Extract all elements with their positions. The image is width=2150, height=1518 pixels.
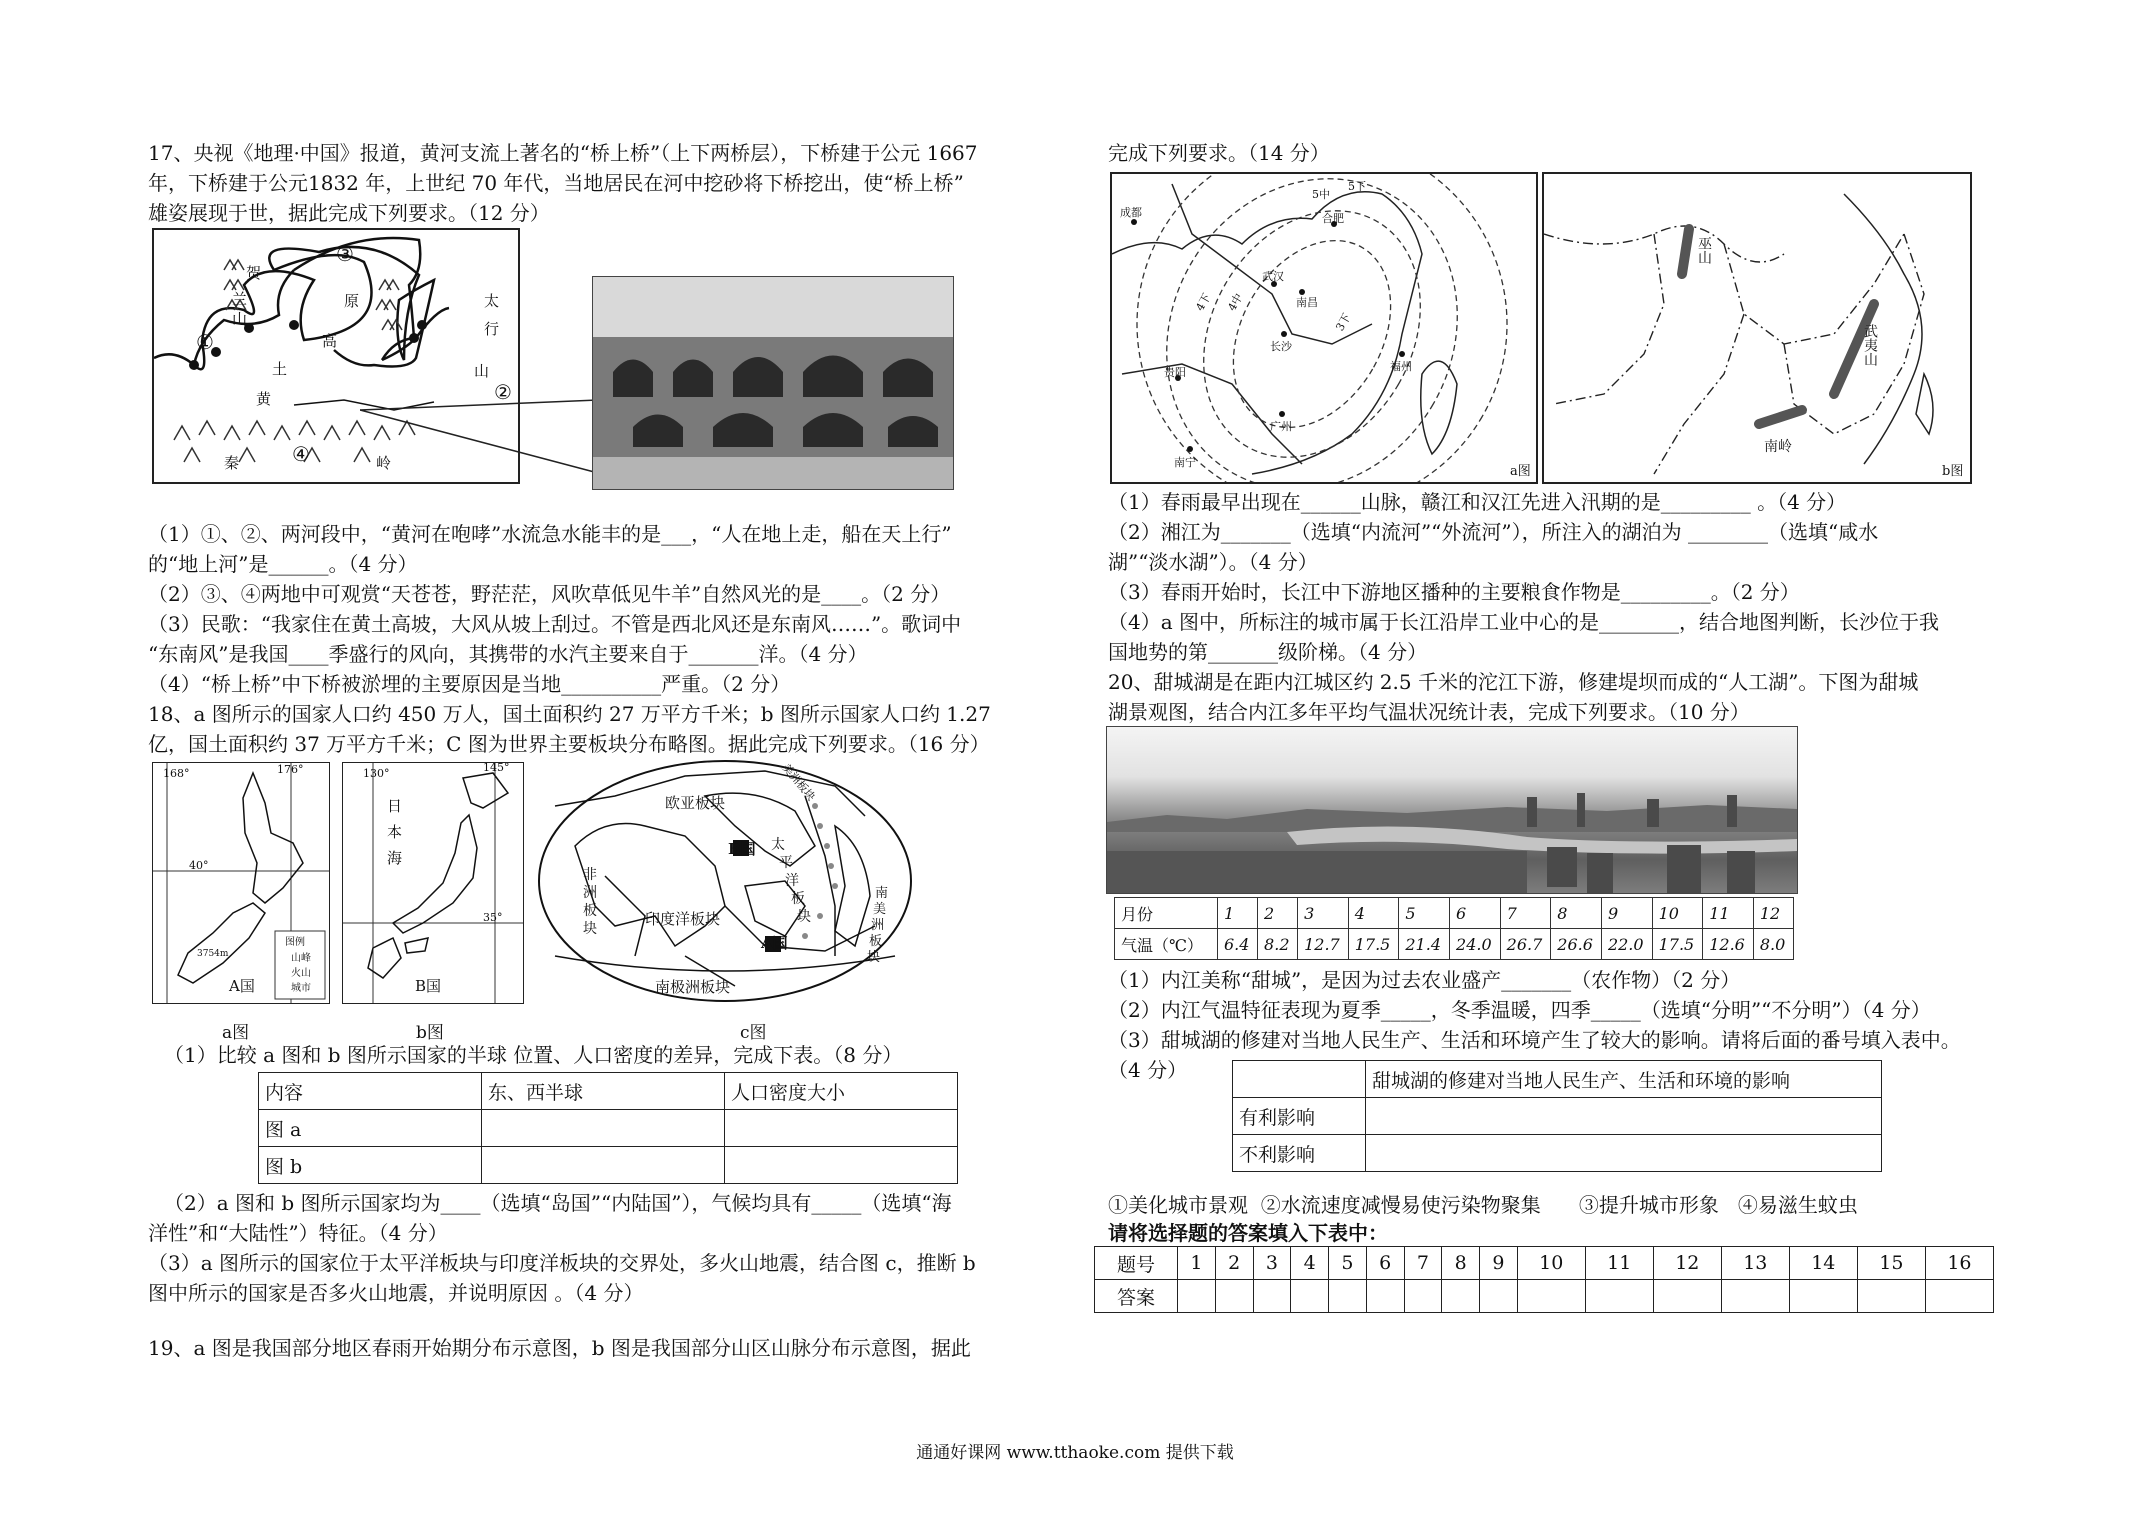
answer-cell[interactable] — [1442, 1280, 1480, 1313]
jp-lon-145: 145° — [483, 762, 510, 774]
iso-3x: 3下 — [1333, 311, 1354, 334]
q20-q3: （3）甜城湖的修建对当地人民生产、生活和环境产生了较大的影响。请将后面的番号填入表中。 — [1108, 1028, 1961, 1052]
q18-q2b: 洋性”和“大陆性”）特征。（4 分） — [148, 1221, 448, 1245]
answer-number: 2 — [1215, 1247, 1253, 1280]
plate-eurasia: 欧亚板块 — [665, 794, 726, 812]
month-cell: 5 — [1399, 898, 1450, 929]
temp-cell: 12.6 — [1703, 929, 1754, 960]
month-cell: 3 — [1298, 898, 1349, 929]
plate-pacific-4: 板 — [791, 891, 805, 907]
temperature-table — [1114, 897, 1794, 960]
impact-positive-cell[interactable] — [1366, 1098, 1882, 1135]
impact-table — [1232, 1060, 1882, 1172]
nz-country: A国 — [229, 977, 255, 995]
legend-title: 图例 — [285, 937, 305, 948]
map-b-caption: b图 — [1942, 464, 1964, 479]
city-guiyang: 贵阳 — [1164, 366, 1186, 379]
answer-number: 11 — [1585, 1247, 1653, 1280]
city-changsha: 长沙 — [1270, 340, 1292, 353]
row-b-label: 图 b — [259, 1147, 482, 1184]
cell-a-density[interactable] — [725, 1110, 958, 1147]
plate-se-1: 南 — [875, 886, 889, 901]
caption-a: a图 — [222, 1023, 250, 1043]
q17-line3: 雄姿展现于世，据此完成下列要求。（12 分） — [148, 201, 550, 225]
temp-cell: 21.4 — [1399, 929, 1450, 960]
q19-q1: （1）春雨最早出现在______山脉，赣江和汉江先进入汛期的是_________ 。（4 分） — [1108, 490, 1847, 514]
map-a-caption: a图 — [1510, 464, 1531, 479]
nz-peak: 3754m — [197, 949, 229, 959]
q20-q2: （2）内江气温特征表现为夏季_____，冬季温暖，四季_____（选填“分明”“不分明”）（4 分） — [1108, 998, 1931, 1022]
map-label-gao: 高 — [322, 332, 338, 350]
mtn-nanling: 南岭 — [1764, 439, 1792, 455]
nz-lon-168: 168° — [163, 767, 190, 780]
mtn-wushan: 巫山 — [1696, 236, 1712, 264]
answer-cell[interactable] — [1517, 1280, 1585, 1313]
answer-number: 10 — [1517, 1247, 1585, 1280]
jp-lon-130: 130° — [363, 767, 390, 780]
map-label-4: ④ — [292, 442, 310, 466]
impact-positive-label: 有利影响 — [1233, 1098, 1366, 1135]
q17-q1: （1）①、②、两河段中，“黄河在咆哮”水流急水能丰的是___，“人在地上走，船在天上行” — [148, 522, 952, 546]
city-fuzhou: 福州 — [1390, 360, 1412, 373]
q18-line2: 亿，国土面积约 37 万平方千米；C 图为世界主要板块分布略图。据此完成下列要求。（16 分） — [148, 732, 990, 756]
mtn-wuyi: 武夷山 — [1862, 324, 1878, 366]
answer-cell[interactable] — [1857, 1280, 1925, 1313]
answer-number: 8 — [1442, 1247, 1480, 1280]
map-label-lan: 兰 — [232, 290, 248, 308]
answer-number: 3 — [1253, 1247, 1291, 1280]
q18-q1: （1）比较 a 图和 b 图所示国家的半球 位置、人口密度的差异，完成下表。（8 分） — [164, 1043, 903, 1067]
bridge-drawing — [593, 277, 953, 489]
plate-africa-2: 洲 — [583, 885, 597, 901]
month-cell: 6 — [1450, 898, 1501, 929]
plate-pacific-3: 洋 — [785, 873, 799, 889]
q19-line2: 完成下列要求。（14 分） — [1108, 141, 1330, 165]
iso-5z: 5中 — [1312, 188, 1330, 201]
city-chengdu: 成都 — [1120, 206, 1142, 219]
month-cell: 9 — [1601, 898, 1652, 929]
temp-label: 气温（℃） — [1115, 929, 1218, 960]
answer-number: 13 — [1721, 1247, 1789, 1280]
q19-q2b: 湖”“淡水湖”）。（4 分） — [1108, 550, 1318, 574]
callout-lines — [360, 395, 600, 475]
city-wuhan: 武汉 — [1262, 270, 1284, 283]
answer-fill-label: 答案 — [1095, 1280, 1178, 1313]
answer-title: 请将选择题的答案填入下表中： — [1108, 1221, 1388, 1245]
temp-cell: 22.0 — [1601, 929, 1652, 960]
map-label-hang: 行 — [484, 320, 500, 338]
map-label-tai: 太 — [484, 292, 500, 310]
impact-negative-label: 不利影响 — [1233, 1135, 1366, 1172]
answer-cell[interactable] — [1653, 1280, 1721, 1313]
plate-africa-1: 非 — [583, 867, 597, 883]
japan-map — [342, 762, 524, 1004]
months-row — [1115, 898, 1794, 929]
q20-line1: 20、甜城湖是在距内江城区约 2.5 千米的沱江下游，修建堤坝而成的“人工湖”。下图为甜城 — [1108, 670, 1919, 694]
plate-pacific-5: 块 — [797, 909, 811, 925]
month-cell: 10 — [1652, 898, 1703, 929]
plate-se-2: 美 — [873, 902, 887, 917]
answer-number: 15 — [1857, 1247, 1925, 1280]
spring-rain-map — [1110, 172, 1538, 484]
temp-cell: 12.7 — [1298, 929, 1349, 960]
temp-cell: 6.4 — [1218, 929, 1258, 960]
lake-drawing — [1107, 727, 1797, 893]
plate-indian: 印度洋板块 — [645, 910, 721, 928]
temp-cell: 17.5 — [1348, 929, 1399, 960]
caption-c: c图 — [740, 1023, 767, 1043]
map-label-huang: 黄 — [256, 390, 272, 408]
answer-number-row — [1095, 1247, 1994, 1280]
answer-number-label: 题号 — [1095, 1247, 1178, 1280]
q20-options: ①美化城市景观 ②水流速度减慢易使污染物聚集 ③提升城市形象 ④易滋生蚊虫 — [1108, 1193, 1858, 1217]
plate-antarctic: 南极洲板块 — [655, 978, 731, 996]
answer-number: 12 — [1653, 1247, 1721, 1280]
month-cell: 12 — [1753, 898, 1793, 929]
jp-sea-1: 日 — [387, 797, 403, 815]
plate-se-3: 洲 — [871, 918, 885, 933]
answer-number: 1 — [1178, 1247, 1216, 1280]
answer-number: 14 — [1789, 1247, 1857, 1280]
month-cell: 2 — [1258, 898, 1298, 929]
plate-se-5: 块 — [867, 950, 881, 965]
q17-q2: （2）③、④两地中可观赏“天苍苍，野茫茫，风吹草低见牛羊”自然风光的是____。（2 分） — [148, 582, 951, 606]
legend-city: 城市 — [291, 983, 311, 994]
legend-volcano: 火山 — [291, 968, 311, 979]
answer-cell[interactable] — [1178, 1280, 1216, 1313]
jp-sea-2: 本 — [387, 823, 403, 841]
row-a-label: 图 a — [259, 1110, 482, 1147]
map-label-yuan: 原 — [344, 292, 360, 310]
q17-q1b: 的“地上河”是______。（4 分） — [148, 552, 418, 576]
th-hemisphere: 东、西半球 — [482, 1073, 725, 1110]
impact-corner — [1233, 1061, 1366, 1098]
plates-map — [535, 756, 915, 1006]
month-cell: 8 — [1551, 898, 1602, 929]
answer-number: 7 — [1404, 1247, 1442, 1280]
cell-b-hemisphere[interactable] — [482, 1147, 725, 1184]
map-label-qin: 秦 — [224, 454, 240, 472]
q17-line1: 17、央视《地理·中国》报道，黄河支流上著名的“桥上桥”（上下两桥层），下桥建于公元 1667 — [148, 141, 978, 165]
q17-line2: 年，下桥建于公元1832 年，上世纪 70 年代，当地居民在河中挖砂将下桥挖出，使“桥上桥” — [148, 171, 964, 195]
tiancheng-lake-photo — [1106, 726, 1798, 894]
q17-q4: （4）“桥上桥”中下桥被淤埋的主要原因是当地__________严重。（2 分） — [148, 672, 791, 696]
jp-lat-35: 35° — [483, 911, 503, 924]
temp-cell: 26.7 — [1500, 929, 1551, 960]
plate-b-country: B国 — [728, 840, 756, 858]
q19-q2: （2）湘江为_______（选填“内流河”“外流河”），所注入的湖泊为 ________（选填“咸水 — [1108, 520, 1879, 544]
answer-cell[interactable] — [1585, 1280, 1653, 1313]
temp-cell: 8.2 — [1258, 929, 1298, 960]
q17-q3: （3）民歌：“我家住在黄土高坡，大风从坡上刮过。不管是西北风还是东南风……”。歌词中 — [148, 612, 962, 636]
iso-5x: 5下 — [1348, 180, 1366, 193]
map-label-shan2: 山 — [474, 362, 490, 380]
answer-number: 9 — [1480, 1247, 1518, 1280]
q19-q4b: 国地势的第_______级阶梯。（4 分） — [1108, 640, 1428, 664]
answer-cell[interactable] — [1404, 1280, 1442, 1313]
jp-sea-3: 海 — [387, 849, 403, 867]
mountains-drawing — [1544, 174, 1970, 482]
plate-africa-3: 板 — [583, 903, 597, 919]
th-content: 内容 — [259, 1073, 482, 1110]
iso-4x: 4下 — [1193, 291, 1214, 314]
city-hefei: 合肥 — [1322, 212, 1344, 225]
cell-b-density[interactable] — [725, 1147, 958, 1184]
q19-line1: 19、a 图是我国部分地区春雨开始期分布示意图，b 图是我国部分山区山脉分布示意图，据此 — [148, 1336, 971, 1360]
q19-q3: （3）春雨开始时，长江中下游地区播种的主要粮食作物是_________。（2 分） — [1108, 580, 1800, 604]
answer-cell[interactable] — [1253, 1280, 1291, 1313]
answer-cell[interactable] — [1366, 1280, 1404, 1313]
temp-cell: 26.6 — [1551, 929, 1602, 960]
plate-a-country: A国 — [761, 934, 788, 952]
plate-se-4: 板 — [869, 934, 883, 949]
month-cell: 1 — [1218, 898, 1258, 929]
new-zealand-map — [152, 762, 330, 1004]
nz-lat-40: 40° — [189, 859, 209, 872]
th-density: 人口密度大小 — [725, 1073, 958, 1110]
iso-4z: 4中 — [1225, 291, 1246, 314]
mountains-map — [1542, 172, 1972, 484]
q19-q4: （4）a 图中，所标注的城市属于长江沿岸工业中心的是________，结合地图判断，长沙位于我 — [1108, 610, 1940, 634]
japan-drawing — [343, 763, 523, 1003]
map-label-1: ① — [196, 330, 214, 354]
impact-negative-cell[interactable] — [1366, 1135, 1882, 1172]
city-nanning: 南宁 — [1174, 456, 1196, 469]
city-guangzhou: 广州 — [1270, 420, 1292, 433]
answer-fill-row — [1095, 1280, 1994, 1313]
footer-note: 通通好课网 www.tthaoke.com 提供下载 — [916, 1443, 1234, 1463]
month-cell: 4 — [1348, 898, 1399, 929]
answer-cell[interactable] — [1480, 1280, 1518, 1313]
month-label: 月份 — [1115, 898, 1218, 929]
hemisphere-table — [258, 1072, 958, 1184]
answer-number: 4 — [1291, 1247, 1329, 1280]
answer-cell[interactable] — [1789, 1280, 1857, 1313]
month-cell: 11 — [1703, 898, 1754, 929]
cell-a-hemisphere[interactable] — [482, 1110, 725, 1147]
plate-pacific-1: 太 — [771, 837, 785, 853]
bridge-photo — [592, 276, 954, 490]
map-label-shan: 山 — [232, 310, 248, 328]
answer-cell[interactable] — [1721, 1280, 1789, 1313]
temp-cell: 17.5 — [1652, 929, 1703, 960]
q20-q1: （1）内江美称“甜城”，是因为过去农业盛产_______（农作物）（2 分） — [1108, 968, 1741, 992]
plate-africa-4: 块 — [583, 921, 597, 937]
temps-row — [1115, 929, 1794, 960]
answer-cell[interactable] — [1329, 1280, 1367, 1313]
map-label-ling: 岭 — [376, 454, 392, 472]
impact-header: 甜城湖的修建对当地人民生产、生活和环境的影响 — [1366, 1061, 1882, 1098]
jp-country: B国 — [415, 977, 442, 995]
map-label-3: ③ — [336, 242, 354, 266]
q20-q3b: （4 分） — [1108, 1058, 1188, 1082]
map-label-2: ② — [494, 380, 512, 404]
answer-number: 5 — [1329, 1247, 1367, 1280]
q18-line1: 18、a 图所示的国家人口约 450 万人，国土面积约 27 万平方千米；b 图所示国家人口约 1.27 — [148, 702, 991, 726]
nz-lon-176: 176° — [277, 763, 304, 776]
answer-cell[interactable] — [1925, 1280, 1993, 1313]
month-cell: 7 — [1500, 898, 1551, 929]
q18-q3: （3）a 图所示的国家位于太平洋板块与印度洋板块的交界处，多火山地震，结合图 c，推断 b — [148, 1251, 976, 1275]
q20-line2: 湖景观图，结合内江多年平均气温状况统计表，完成下列要求。（10 分） — [1108, 700, 1750, 724]
city-nanchang: 南昌 — [1296, 296, 1318, 309]
answer-number: 6 — [1366, 1247, 1404, 1280]
temp-cell: 8.0 — [1753, 929, 1793, 960]
map-label-he: 贺 — [246, 264, 262, 282]
temp-cell: 24.0 — [1450, 929, 1501, 960]
q18-q2: （2）a 图和 b 图所示国家均为____（选填“岛国”“内陆国”），气候均具有_____（选填“海 — [164, 1191, 952, 1215]
answer-cell[interactable] — [1291, 1280, 1329, 1313]
answer-table — [1094, 1246, 1994, 1313]
q17-q3b: “东南风”是我国____季盛行的风向，其携带的水汽主要来自于_______洋。（4 分） — [148, 642, 868, 666]
answer-cell[interactable] — [1215, 1280, 1253, 1313]
plate-pacific-2: 平 — [779, 855, 793, 871]
q18-q3b: 图中所示的国家是否多火山地震，并说明原因 。（4 分） — [148, 1281, 644, 1305]
legend-peak: 山峰 — [291, 953, 311, 964]
caption-b: b图 — [416, 1023, 444, 1043]
map-label-tu: 土 — [272, 360, 288, 378]
answer-number: 16 — [1925, 1247, 1993, 1280]
plate-america: 美洲板块 — [779, 761, 818, 804]
